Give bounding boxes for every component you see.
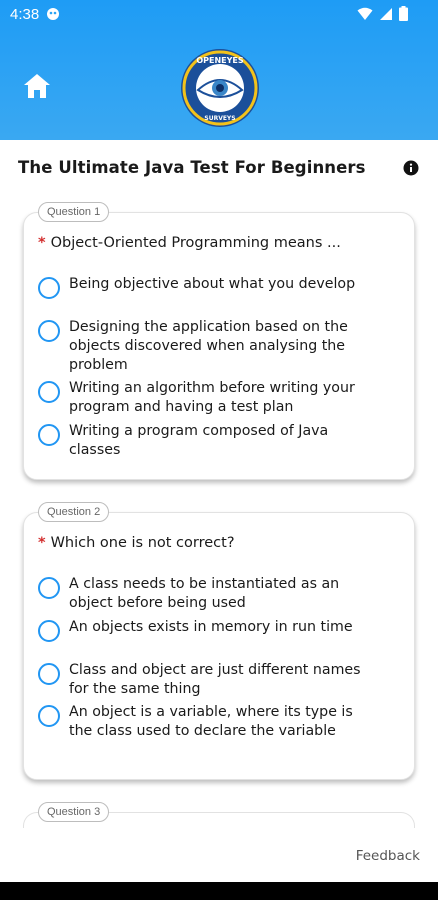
question-tag: Question 3: [38, 802, 109, 822]
radio-button[interactable]: [38, 705, 60, 727]
home-icon[interactable]: [22, 72, 52, 100]
question-label: Object-Oriented Programming means ...: [50, 235, 341, 251]
notification-icon: [46, 7, 60, 21]
question-tag: Question 1: [38, 202, 109, 222]
answer-label: Designing the application based on the objects discovered when analysing the problem: [69, 319, 348, 373]
answer-label: A class needs to be instantiated as an object before being used: [69, 576, 340, 611]
question-card-1: [23, 206, 415, 480]
radio-button[interactable]: [38, 320, 60, 342]
feedback-link[interactable]: Feedback: [355, 848, 420, 864]
radio-button[interactable]: [38, 277, 60, 299]
radio-button[interactable]: [38, 424, 60, 446]
question-tag: Question 2: [38, 502, 109, 522]
status-icons: [357, 6, 408, 21]
radio-button[interactable]: [38, 620, 60, 642]
answer-label: Writing a program composed of Java classes: [69, 423, 329, 458]
question-card-2: [23, 506, 415, 780]
logo-text-bottom: SURVEYS: [204, 115, 236, 122]
answer-label: An object is a variable, where its type is the class used to declare the variable: [69, 704, 353, 739]
status-time: 4:38: [10, 6, 40, 23]
status-bar: [0, 0, 438, 30]
title-row: [0, 140, 438, 198]
answer-label: Writing an algorithm before writing your program and having a test plan: [69, 380, 355, 415]
system-nav-bar: [0, 882, 438, 900]
required-marker: *: [38, 535, 46, 551]
radio-button[interactable]: [38, 381, 60, 403]
question-text: [38, 235, 341, 251]
wifi-icon: [357, 7, 373, 21]
question-label: Which one is not correct?: [50, 535, 235, 551]
required-marker: *: [38, 235, 46, 251]
logo-text-top: OPENEYES: [196, 56, 244, 65]
answer-label: An objects exists in memory in run time: [69, 619, 353, 635]
app-header: [0, 0, 438, 140]
signal-icon: [379, 7, 393, 21]
openeyes-logo: [180, 48, 260, 128]
question-text: [38, 535, 235, 551]
radio-button[interactable]: [38, 663, 60, 685]
answer-label: Class and object are just different names for the same thing: [69, 662, 361, 697]
battery-icon: [399, 6, 408, 21]
radio-button[interactable]: [38, 577, 60, 599]
answer-label: Being objective about what you develop: [69, 276, 356, 292]
info-icon[interactable]: [403, 160, 419, 176]
page-title: The Ultimate Java Test For Beginners: [18, 158, 366, 177]
